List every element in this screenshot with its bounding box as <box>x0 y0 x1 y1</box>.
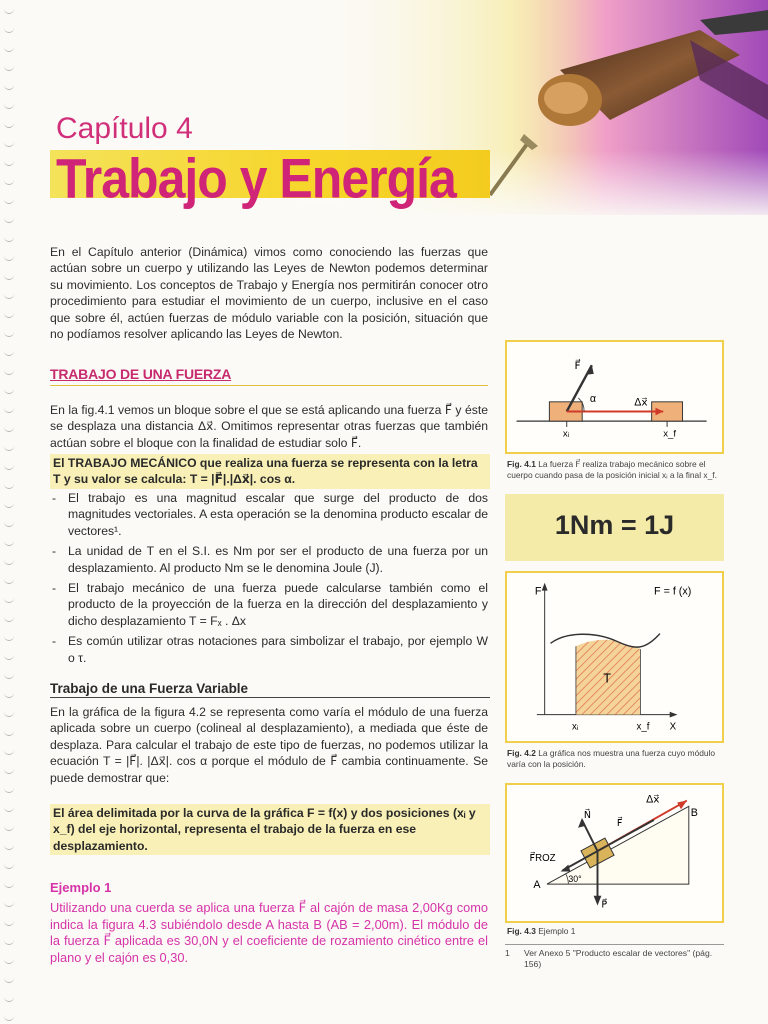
binding-ring <box>4 464 14 470</box>
section1-paragraph: En la fig.4.1 vemos un bloque sobre el que se está aplicando una fuerza F⃗ y éste se desplaza una distancia Δx⃗. Omitimos representar otras fuerzas que también actúan sobre el bloque con la finalidad de estudiar solo F⃗. <box>50 403 488 450</box>
subsection-rule <box>50 697 490 698</box>
footnote-rule <box>505 944 724 945</box>
footnote-text: Ver Anexo 5 "Producto escalar de vectores" (pág. 156) <box>524 948 713 969</box>
example-title: Ejemplo 1 <box>50 880 112 895</box>
label-A: A <box>533 878 541 891</box>
binding-ring <box>4 882 14 888</box>
equation-box <box>505 494 724 561</box>
binding-ring <box>4 939 14 945</box>
binding-ring <box>4 540 14 546</box>
chapter-title: Trabajo y Energía <box>56 147 456 210</box>
intro-paragraph: En el Capítulo anterior (Dinámica) vimos como conociendo las fuerzas que actúan sobre un cuerpo y utilizando las Leyes de Newton podemos determinar su movimiento. Los conceptos de Trabajo y Energía nos permitirán conocer otro procedimiento para estudiar el movimiento de un cuerpo, inclusive en el caso que sobre él, actúen fuerzas de módulo variable con la posición, situación que no podíamos resolver aplicando las Leyes de Newton. <box>50 245 488 342</box>
binding-ring <box>4 502 14 508</box>
force-position-graph <box>507 573 722 741</box>
label-F: F⃗ <box>574 360 581 373</box>
label-xi: xᵢ <box>562 428 570 440</box>
inclined-plane-diagram <box>507 785 722 921</box>
figure-4-2 <box>505 571 724 743</box>
binding-ring <box>4 597 14 603</box>
binding-ring <box>4 293 14 299</box>
binding-ring <box>4 578 14 584</box>
caption-text: La gráfica nos muestra una fuerza cuyo módulo varía con la posición. <box>507 748 716 769</box>
label-xi: xᵢ <box>572 721 579 733</box>
binding-ring <box>4 521 14 527</box>
binding-ring <box>4 825 14 831</box>
binding-ring <box>4 255 14 261</box>
binding-ring <box>4 426 14 432</box>
binding-ring <box>4 806 14 812</box>
binding-ring <box>4 996 14 1002</box>
label-xf: x_f <box>663 428 677 440</box>
binding-ring <box>4 768 14 774</box>
caption-label: Fig. 4.1 <box>507 459 536 469</box>
section-title-trabajo: TRABAJO DE UNA FUERZA <box>50 366 232 382</box>
function-label: F = f (x) <box>654 585 692 598</box>
label-N: N⃗ <box>583 810 592 822</box>
label-Froz: F⃗ROZ <box>529 852 556 864</box>
binding-ring <box>4 711 14 717</box>
label-angle: 30° <box>568 874 582 885</box>
list-item: - El trabajo mecánico de una fuerza puede calcularse también como el producto de la proyección de la fuerza en la dirección del desplazamiento y dicho desplazamiento T = Fₓ . Δx <box>50 580 488 629</box>
binding-ring <box>4 274 14 280</box>
binding-ring <box>4 749 14 755</box>
label-P: P⃗ <box>601 899 608 911</box>
caption-4-3 <box>507 926 725 937</box>
binding-ring <box>4 217 14 223</box>
binding-ring <box>4 616 14 622</box>
equation: 1Nm = 1J <box>554 510 675 540</box>
binding-ring <box>4 559 14 565</box>
caption-label: Fig. 4.2 <box>507 748 536 758</box>
binding-ring <box>4 673 14 679</box>
label-F: F⃗ <box>616 817 623 829</box>
binding-ring <box>4 483 14 489</box>
binding-ring <box>4 445 14 451</box>
caption-text: Ejemplo 1 <box>538 926 576 936</box>
section-title-variable: Trabajo de una Fuerza Variable <box>50 681 249 696</box>
caption-4-1 <box>507 459 725 480</box>
section-rule <box>50 385 488 386</box>
axis-label-x: X <box>669 721 677 733</box>
block-force-diagram <box>507 342 722 452</box>
binding-ring <box>4 1015 14 1021</box>
binding-ring <box>4 331 14 337</box>
axis-label-F: F <box>534 585 542 598</box>
footnote-number: 1 <box>505 948 510 958</box>
list-item: - La unidad de T en el S.I. es Nm por ser el producto de una fuerza por un desplazamiento. Al producto Nm se le denomina Joule (J). <box>50 543 488 576</box>
caption-4-2 <box>507 748 725 769</box>
binding-ring <box>4 312 14 318</box>
list-item: - Es común utilizar otras notaciones para simbolizar el trabajo, por ejemplo W o τ. <box>50 633 488 666</box>
area-label-T: T <box>603 671 612 686</box>
binding-ring <box>4 407 14 413</box>
caption-text: La fuerza F⃗ realiza trabajo mecánico sobre el cuerpo cuando pasa de la posición inicial xᵢ a la final x_f. <box>507 459 717 480</box>
caption-label: Fig. 4.3 <box>507 926 536 936</box>
label-B: B <box>690 807 698 820</box>
binding-ring <box>4 369 14 375</box>
figure-4-1 <box>505 340 724 454</box>
binding-ring <box>4 958 14 964</box>
section2-paragraph: En la gráfica de la figura 4.2 se representa como varía el módulo de una fuerza aplicada sobre un cuerpo (colineal al desplazamiento), a mediada que éste de desplaza. Para calcular el trabajo de este tipo de fuerzas, no podemos utilizar la ecuación T = |F⃗|. |Δx⃗|. cos α porque el módulo de F⃗ cambia continuamente. Se puede demostrar que: <box>50 705 488 785</box>
binding-ring <box>4 350 14 356</box>
area-highlight: El área delimitada por la curva de la gráfica F = f(x) y dos posiciones (xᵢ y x_f) del eje horizontal, representa el trabajo de la fuerza en ese desplazamiento. <box>50 804 490 855</box>
chapter-number: Capítulo 4 <box>56 112 193 145</box>
binding-ring <box>4 977 14 983</box>
binding-ring <box>4 635 14 641</box>
binding-ring <box>4 654 14 660</box>
binding-ring <box>4 236 14 242</box>
binding-ring <box>4 901 14 907</box>
binding-ring <box>4 920 14 926</box>
definition-highlight: El TRABAJO MECÁNICO que realiza una fuerza se representa con la letra T y su valor se calcula: T = |F⃗|.|Δx⃗|. cos α. <box>50 454 490 489</box>
binding-ring <box>4 844 14 850</box>
bullet-list <box>50 490 488 670</box>
binding-ring <box>4 692 14 698</box>
binding-ring <box>4 730 14 736</box>
figure-4-3 <box>505 783 724 923</box>
binding-ring <box>4 787 14 793</box>
example-text: Utilizando una cuerda se aplica una fuerza F⃗ al cajón de masa 2,00Kg como indica la figura 4.3 subiéndolo desde A hasta B (AB = 2,00m). El módulo de la fuerza F⃗ aplicada es 30,0N y el coeficiente de rozamiento cinético entre el plano y el cajón es 0,30. <box>50 900 488 965</box>
label-dx: Δx⃗ <box>634 396 648 409</box>
binding-ring <box>4 863 14 869</box>
binding-ring <box>4 388 14 394</box>
label-dx: Δx⃗ <box>646 793 660 806</box>
label-alpha: α <box>589 392 597 405</box>
list-item: - El trabajo es una magnitud escalar que surge del producto de dos magnitudes vectoriales. A esta operación se la denomina producto escalar de vectores¹. <box>50 490 488 539</box>
label-xf: x_f <box>636 721 650 733</box>
